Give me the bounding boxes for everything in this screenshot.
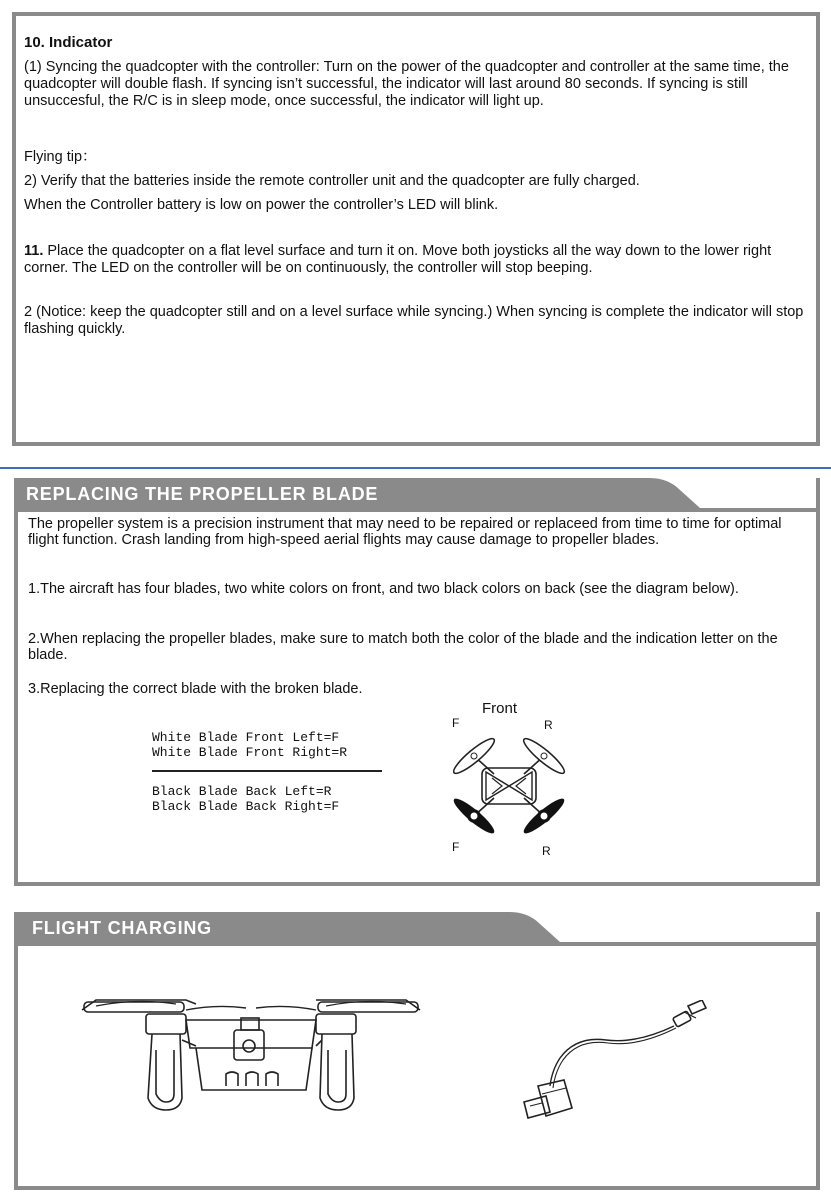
diagram-front-label: Front — [482, 700, 518, 717]
step-number: 11. — [24, 243, 44, 259]
propeller-step-2: 2.When replacing the propeller blades, make sure to match both the color of the blade and the indication letter on the blade. — [28, 631, 778, 663]
legend-black-back-right: Black Blade Back Right=F — [152, 799, 340, 814]
indicator-paragraph-1: (1) Syncing the quadcopter with the controller: Turn on the power of the quadcopter and controller at the same time, the quadcopter will double flash. If syncing isn’t successful, the indicator will last around 80 seconds. If syncing is still unsuccesful, the R/C is in sleep mode, once successful, the indicator will light up. — [24, 59, 789, 109]
indicator-paragraph-4 — [24, 243, 809, 277]
indicator-paragraph-5: 2 (Notice: keep the quadcopter still and on a level surface while syncing.) When syncing is complete the indicator will stop flashing quickly. — [24, 304, 804, 337]
indicator-paragraph-4-text: Place the quadcopter on a flat level surface and turn it on. Move both joysticks all the way down to the lower right corner. The LED on the controller will be on continuously, the controller will stop beeping. — [24, 243, 772, 276]
legend-black-back-left: Black Blade Back Left=R — [152, 784, 332, 799]
diagram-label-r-bottom: R — [542, 844, 551, 858]
indicator-panel — [12, 12, 820, 446]
charging-panel — [14, 912, 820, 1190]
propeller-panel — [14, 478, 820, 886]
diagram-label-f-top: F — [452, 716, 460, 730]
diagram-label-f-bottom: F — [452, 840, 460, 854]
drone-side-view-icon — [76, 990, 436, 1130]
propeller-step-1: 1.The aircraft has four blades, two white colors on front, and two black colors on back (see the diagram below). — [28, 581, 739, 597]
blade-legend — [152, 730, 392, 814]
flying-tip-label: Flying tip： — [24, 149, 97, 165]
section-divider — [0, 467, 831, 469]
propeller-step-3: 3.Replacing the correct blade with the broken blade. — [28, 681, 363, 697]
quadcopter-top-view-icon — [434, 720, 584, 850]
usb-charging-cable-icon — [516, 1000, 716, 1130]
indicator-paragraph-3: When the Controller battery is low on power the controller’s LED will blink. — [24, 197, 499, 213]
indicator-paragraph-2: 2) Verify that the batteries inside the remote controller unit and the quadcopter are fully charged. — [24, 173, 640, 189]
legend-white-front-left: White Blade Front Left=F — [152, 730, 340, 745]
diagram-label-r-top: R — [544, 718, 553, 732]
legend-white-front-right: White Blade Front Right=R — [152, 745, 348, 760]
propeller-header: REPLACING THE PROPELLER BLADE — [26, 484, 379, 504]
propeller-intro: The propeller system is a precision instrument that may need to be repaired or replaceed from time to time for optimal flight function. Crash landing from high-speed aerial flights may cause damage to propeller blades. — [28, 516, 782, 548]
charging-header: FLIGHT CHARGING — [32, 918, 212, 938]
indicator-title: 10. Indicator — [24, 34, 113, 51]
legend-divider — [152, 770, 382, 772]
